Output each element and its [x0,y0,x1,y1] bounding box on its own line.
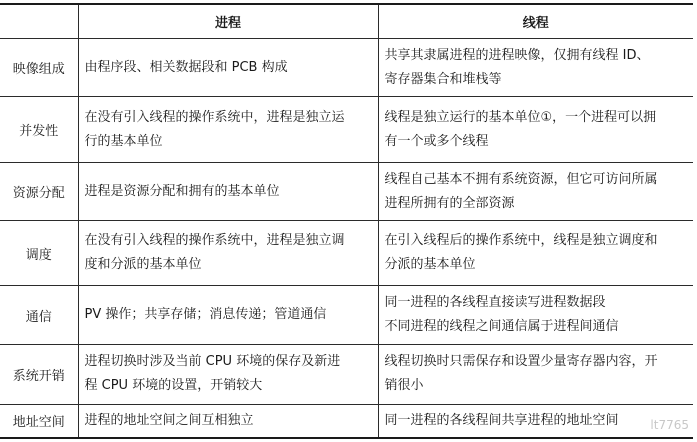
cell-text-line: 分派的基本单位 [384,257,476,273]
cell-text-line: 进程的地址空间之间互相独立 [84,412,254,428]
thread-cell [378,285,693,344]
process-cell [78,285,378,344]
row-label: 资源分配 [0,162,78,220]
comparison-table [0,3,693,439]
thread-cell [378,97,693,163]
table-row [0,285,693,344]
row-label: 系统开销 [0,345,78,404]
process-cell [78,345,378,404]
cell-text-line: 在没有引入线程的操作系统中，进程是独立调 [84,233,345,249]
cell-text-line: 线程切换时只需保存和设置少量寄存器内容，开 [384,354,658,370]
cell-text-line: 共享其隶属进程的进程映像，仅拥有线程 ID、 [384,47,650,63]
cell-text-line: 进程切换时涉及当前 CPU 环境的保存及新进 [84,354,341,370]
row-label: 并发性 [0,97,78,163]
table-row [0,97,693,163]
process-cell [78,162,378,220]
header-empty [0,4,78,39]
table-row [0,404,693,438]
watermark: lt7765 [650,418,689,432]
cell-text-line: 销很小 [384,378,424,394]
table-row [0,39,693,97]
cell-text-line: 寄存器集合和堆栈等 [384,71,502,87]
cell-text-line: PV 操作；共享存储；消息传递；管道通信 [84,307,327,323]
thread-cell [378,404,693,438]
header-process: 进程 [78,4,378,39]
thread-cell [378,221,693,286]
cell-text-line: 进程是资源分配和拥有的基本单位 [84,183,280,199]
thread-cell [378,345,693,404]
cell-text-line: 行的基本单位 [84,133,163,149]
process-cell [78,221,378,286]
cell-text-line: 不同进程的线程之间通信属于进程间通信 [384,319,619,335]
process-cell [78,97,378,163]
table-row [0,162,693,220]
header-row [0,4,693,39]
cell-text-line: 在引入线程后的操作系统中，线程是独立调度和 [384,233,658,249]
cell-text-line: 有一个或多个线程 [384,133,489,149]
cell-text-line: 由程序段、相关数据段和 PCB 构成 [84,59,288,75]
thread-cell [378,162,693,220]
cell-text-line: 同一进程的各线程间共享进程的地址空间 [384,412,619,428]
cell-text-line: 同一进程的各线程直接读写进程数据段 [384,295,606,311]
row-label: 通信 [0,285,78,344]
table-row [0,221,693,286]
process-cell [78,39,378,97]
cell-text-line: 线程是独立运行的基本单位①，一个进程可以拥 [384,109,657,125]
cell-text-line: 在没有引入线程的操作系统中，进程是独立运 [84,109,345,125]
row-label: 映像组成 [0,39,78,97]
cell-text-line: 线程自己基本不拥有系统资源，但它可访问所属 [384,171,658,187]
cell-text-line: 进程所拥有的全部资源 [384,195,515,211]
table-row [0,345,693,404]
row-label: 地址空间 [0,404,78,438]
cell-text-line: 程 CPU 环境的设置，开销较大 [84,378,263,394]
thread-cell [378,39,693,97]
row-label: 调度 [0,221,78,286]
header-thread: 线程 [378,4,693,39]
process-cell [78,404,378,438]
cell-text-line: 度和分派的基本单位 [84,257,202,273]
